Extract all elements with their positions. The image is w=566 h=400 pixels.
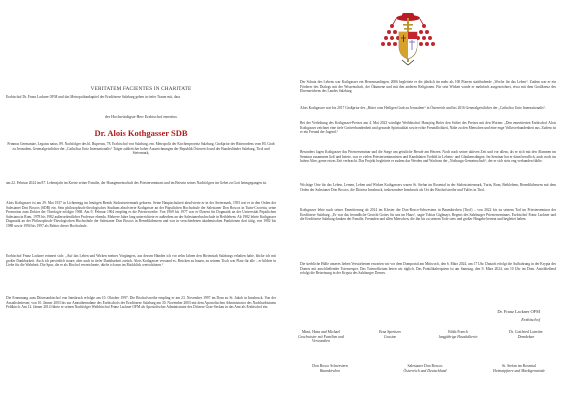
- mourner-name: Mimi, Hans und Michael: [301, 330, 341, 334]
- paragraph: Wichtige Orte für das Leben, Lernen, Leben und Wirken Kothgassers waren St. Stefan im Rosental in der Südoststeiermark, Turin, Rom, Bethlehem, Benediktbeuern mit dem Orden der Salesianer Don Boscos, die Diözese Innsbruck, insbesondere Innsbruck als Ort der Bischofsweihe und Tulfes in Tirol.: [300, 183, 556, 192]
- deceased-name: Dr. Alois Kothgasser SDB: [94, 128, 188, 138]
- mourners-list: [290, 330, 560, 398]
- paragraph: Erzbischof Franz Lackner erinnert sich: „Auf das Leben und Wirken meines Vorgängers, aus dessen Händen ich vor zehn Jahren den Hirtenstab Salzburgs erhalten habe, blicke ich mit großer Dankbarkeit. Auch ich persönlich traure, aber auch in tiefer Dankbarkeit zurück. Alois Kothgasser verstand es, Brücken zu bauen, zu seinem Tisch war Platz für alle – er bildete in Liebe für die Wahrheit. Die Spur, die er als Bischof verzeichnete, dürfte ich nun im Rückblick wertschätzen.“: [6, 254, 276, 268]
- paragraph: Alois Kothgasser ist am 29. Mai 1937 in Lichtenegg im heutigen Bezirk Südoststeiermark geboren. Seine Hauptschulzeit absolvierte er in der Steiermark, 1955 trat er in den Orden der Salesianer Don Boscos (SDB) ein. Sein philosophisch-theologisches Studium absolvierte Kothgasser an der Päpstlichen Hochschule der Salesianer Don Boscos in Turin-Crocetta, seine Promotion zum Doktor der Theologie erfolgte 1968. Am 9. Februar 1964 empfing er die Priesterweihe. Von 1969 bis 1977 war er Dozent für Dogmatik an der Universität Päpstlichen Salesiana in Rom, 1978 bis 1982 außerordentlicher Professor ebenda. Mehrere Jahre lang unterrichtete er außerdem an der Salesianerhochschule in Bethlehem. Ab 1982 lehrte Kothgasser Dogmatik an der Philosophisch-Theologischen Hochschule der Salesianer Don Boscos in Benediktbeuern und war in verschiedenen akademischen Funktionen dort tätig, von 1982 bis 1988 sowie 1994 bis 1997 als Rektor dieser Hochschule.: [6, 201, 276, 228]
- signature-role: Erzbischof: [521, 317, 540, 322]
- paragraph: Kothgasser lebte nach seiner Emeritierung ab 2014 im Kloster der Don-Bosco-Schwestern in Baumkirchen (Tirol) – von 2022 bis zu seinem Tod im Priesterseminar der Erzdiözese Salzburg. „Er war das freundliche Gesicht Gottes für uns im Haus“, sagte Tobias Giglmayr, Regens des Salzburger Priesterseminars. Erzbischof Franz Lackner und die Erzdiözese Salzburg danken der Familie, Freunden und allen Menschen, die ihn bis zu seinem Tode stets und großer Hingabe betreut und begleitet haben.: [300, 208, 556, 222]
- mourner-relation: Baumkirchen: [319, 368, 341, 373]
- paragraph: Die sterbliche Hülle unseres lieben Verstorbenen erwarten wir vor dem Domportal am Mittwoch, den 6. März 2024, um 17 Uhr. Danach erfolgt die Aufbahrung in der Krypta des Domes mit anschließender Totenvesper. Das Totenoffizium beten wir täglich. Das Pontifikalrequiem ist am Samstag, den 9. März 2024, um 10 Uhr im Dom. Anschließend erfolgt die Beisetzung in der Krypta des Salzburger Domes.: [300, 262, 556, 276]
- mourner-name: Edith Fraech: [448, 330, 468, 334]
- paragraph: Bei der Verleihung des Kothgasser-Preises am 4. Mai 2023 würdigte Weihbischof Hansjörg Hofer den Stifter des Preises mit den Worten: „Den emeritierten Erzbischof Alois Kothgasser zeichnet eine tiefe Gottverbundenheit und gesunde Spiritualität sowie echte Freundlichkeit, Nähe zu den Menschen und eine enge Volksverbundenheit aus. Zudem ist er ein Freund der Jugend.“: [300, 121, 556, 135]
- mourner-relation: Domdekan: [517, 334, 535, 339]
- mourner: [290, 330, 352, 344]
- biography-paragraph-2: [6, 254, 276, 268]
- mourner-relation: langjährige Haushälterin: [438, 334, 478, 339]
- biography-paragraph-1: [6, 201, 276, 229]
- motto: VERITATEM FACIENTES IN CHARITATE: [90, 86, 192, 92]
- biography-paragraph-3: [6, 296, 276, 310]
- mourner: [494, 330, 558, 339]
- mourner-name: Don Bosco Schwestern: [312, 364, 348, 368]
- titles-paragraph: Prinmas Germaniae, Legatus natus, 89. Nachfolger des hl. Rupertus, 78. Erzbischof von Salzburg, em. Metropolit der Kirchenprovinz Salzburg, Großprior der Ritterordens vom Hl. Grab zu Jerusalem, Generalgeistlicher der „Catholica Unio Internationalis“ Träger zahlreicher hoher Auszeichnungen der Republik Österreich und der Bundesländer Salzburg, Tirol und Steiermark,: [7, 142, 275, 156]
- paragraph: Die Ernennung zum Diözesanbischof von Innsbruck erfolgte am 10. Oktober 1997. Die Bischofsweihe empfing er am 23. November 1997 im Dom zu St. Jakob in Innsbruck. Von der Anstaltsbetreuer, von 10. Jänner 2003 bis zur Amtsübernahme des Erzbischofs der Erzdiözese Salzburg am 30. November 2003 mit dem Apostolischen Administrator des Nachbarbistums Feldkirch. Am 12. Jänner 2014 führte er seinen Nachfolger Weihbischof Franz Lackner OFM als Apostolischer Administrator des Diözese Graz-Seckau in das Amt als Erzbischof ein.: [6, 296, 276, 310]
- lead-text: [6, 95, 276, 100]
- left-column: [6, 0, 276, 400]
- mourner-relation: Österreich und Deutschland: [403, 368, 447, 373]
- mourner: [478, 364, 560, 373]
- paragraph: Besonders lagen Kothgasser das Priesterseminar und die Sorge um geistliche Berufe am Herzen. Noch nach seiner aktiven Zeit und vor allem, als er sich mit den Alumnen im Seminar zusammen ließ und betete, war er vielen Priesterseminaristen und Kandidaten Vorbild in Lebens- und Glaubensdingen. Im Seminar hat er dann beruflich, auch noch im hohen Alter, gerne etwas Zeit verbracht. Das Projekt begleitete er zudem das Werden und Wachsen der „Notburga-Gemeinschaft“, der er sich stets eng verbunden fühlte.: [300, 150, 556, 164]
- mourner-name: Erna Spreitzer: [379, 330, 401, 334]
- mourner: [428, 330, 488, 339]
- titles-block: [6, 142, 276, 156]
- paragraph: Der Schutz des Lebens war Kothgasser ein Herzensanliegen. 2006 begleitete er die jährlich im mehr als 100 Pfarren stattfindende „Woche für das Leben“. Zudem war er ein Förderer des Dialogs mit der Wissenschaft, der Ökumene und mit den anderen Religionen. Für sein Wirken wurde er mehrfach ausgezeichnet, etwa mit dem Großkreuz des Ehrenzeichens des Landes Salzburg.: [300, 80, 556, 94]
- mourner-name: St. Stefan im Rosental: [502, 364, 536, 368]
- mourner: [385, 364, 465, 373]
- signature-name: Dr. Franz Lackner OFM: [497, 309, 540, 314]
- mourner: [360, 330, 420, 339]
- mourner-relation: Heimatpfarre und Marktgemeinde: [493, 368, 545, 373]
- mourner-relation: Geschwister mit Familien und Verwandten: [298, 334, 344, 344]
- death-notice: [6, 181, 276, 186]
- paragraph: Alois Kothgasser war bis 2017 Großprior des „Ritter vom Heiligen Grab zu Jerusalem“ in Österreich und bis 2016 Generalgeistlicher der „Catholica Unio Internationalis“.: [300, 106, 547, 110]
- mourner-relation: Cousine: [383, 334, 397, 339]
- dateline-paragraph: am 22. Februar 2024 im 87. Lebensjahr im Kreise seiner Familie, der Hausgemeinschaft des Priesterseminars und im Beisein seines Nachfolgers im Gebet zu Gott heimgegangen ist.: [6, 181, 267, 185]
- mourner-name: Salesianer Don Boscos: [407, 364, 443, 368]
- lead-paragraph: Erzbischof Dr. Franz Lackner OFM und das Metropolitankapitel der Erzdiözese Salzburg geben in tiefer Trauer mit, dass: [6, 95, 181, 99]
- mourner: [290, 364, 370, 373]
- honorific: der Hochwürdigste Herr Erzbischof emeritus: [105, 114, 177, 119]
- mourner-name: Dr. Gottfried Laireiter: [509, 330, 543, 334]
